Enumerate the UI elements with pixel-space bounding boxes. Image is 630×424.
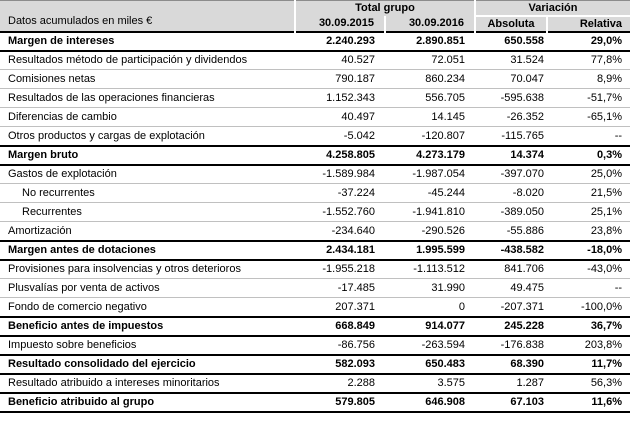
row-label: Comisiones netas bbox=[0, 70, 295, 89]
row-label: Diferencias de cambio bbox=[0, 108, 295, 127]
cell-value: 21,5% bbox=[547, 184, 630, 203]
row-label: Amortización bbox=[0, 222, 295, 241]
table-row bbox=[0, 374, 630, 393]
cell-value: 203,8% bbox=[547, 336, 630, 355]
table-row bbox=[0, 298, 630, 317]
cell-value: 0,3% bbox=[547, 146, 630, 165]
cell-value: 650.483 bbox=[385, 355, 475, 374]
row-label: Gastos de explotación bbox=[0, 165, 295, 184]
cell-value: -1.589.984 bbox=[295, 165, 385, 184]
row-label: Provisiones para insolvencias y otros deterioros bbox=[0, 260, 295, 279]
cell-value: 841.706 bbox=[475, 260, 547, 279]
cell-value: 23,8% bbox=[547, 222, 630, 241]
cell-value: -86.756 bbox=[295, 336, 385, 355]
cell-value: 860.234 bbox=[385, 70, 475, 89]
cell-value: 650.558 bbox=[475, 32, 547, 51]
cell-value: -51,7% bbox=[547, 89, 630, 108]
cell-value: -65,1% bbox=[547, 108, 630, 127]
table-row bbox=[0, 317, 630, 336]
row-label: Resultados de las operaciones financieras bbox=[0, 89, 295, 108]
table-row bbox=[0, 127, 630, 146]
cell-value: -176.838 bbox=[475, 336, 547, 355]
cell-value: -389.050 bbox=[475, 203, 547, 222]
cell-value: 72.051 bbox=[385, 51, 475, 70]
cell-value: 556.705 bbox=[385, 89, 475, 108]
table-row bbox=[0, 51, 630, 70]
table-row bbox=[0, 89, 630, 108]
cell-value: 4.258.805 bbox=[295, 146, 385, 165]
cell-value: -26.352 bbox=[475, 108, 547, 127]
cell-value: -1.113.512 bbox=[385, 260, 475, 279]
cell-value: -290.526 bbox=[385, 222, 475, 241]
cell-value: 31.990 bbox=[385, 279, 475, 298]
cell-value: 40.527 bbox=[295, 51, 385, 70]
cell-value: -55.886 bbox=[475, 222, 547, 241]
cell-value: -1.941.810 bbox=[385, 203, 475, 222]
cell-value: 70.047 bbox=[475, 70, 547, 89]
cell-value: 1.995.599 bbox=[385, 241, 475, 260]
table-row bbox=[0, 260, 630, 279]
cell-value: 11,6% bbox=[547, 393, 630, 412]
table-row bbox=[0, 146, 630, 165]
cell-value: -45.244 bbox=[385, 184, 475, 203]
cell-value: 790.187 bbox=[295, 70, 385, 89]
cell-value: 1.152.343 bbox=[295, 89, 385, 108]
cell-value: -43,0% bbox=[547, 260, 630, 279]
header-group-row bbox=[0, 1, 630, 16]
cell-value: 14.374 bbox=[475, 146, 547, 165]
table-row bbox=[0, 241, 630, 260]
cell-value: -1.552.760 bbox=[295, 203, 385, 222]
column-header-relativa: Relativa bbox=[547, 16, 630, 32]
column-group-variacion: Variación bbox=[475, 1, 630, 16]
cell-value: 2.288 bbox=[295, 374, 385, 393]
cell-value: 49.475 bbox=[475, 279, 547, 298]
cell-value: 646.908 bbox=[385, 393, 475, 412]
column-header-absoluta: Absoluta bbox=[475, 16, 547, 32]
cell-value: 1.287 bbox=[475, 374, 547, 393]
row-label: Resultados método de participación y dividendos bbox=[0, 51, 295, 70]
row-label: Fondo de comercio negativo bbox=[0, 298, 295, 317]
cell-value: -- bbox=[547, 279, 630, 298]
cell-value: 579.805 bbox=[295, 393, 385, 412]
cell-value: -17.485 bbox=[295, 279, 385, 298]
cell-value: -120.807 bbox=[385, 127, 475, 146]
cell-value: -1.955.218 bbox=[295, 260, 385, 279]
cell-value: -207.371 bbox=[475, 298, 547, 317]
cell-value: 25,0% bbox=[547, 165, 630, 184]
cell-value: -5.042 bbox=[295, 127, 385, 146]
cell-value: 11,7% bbox=[547, 355, 630, 374]
row-label: Resultado atribuido a intereses minoritarios bbox=[0, 374, 295, 393]
cell-value: -595.638 bbox=[475, 89, 547, 108]
row-label: Margen de intereses bbox=[0, 32, 295, 51]
row-label: Impuesto sobre beneficios bbox=[0, 336, 295, 355]
table-row bbox=[0, 222, 630, 241]
cell-value: 0 bbox=[385, 298, 475, 317]
cell-value: 68.390 bbox=[475, 355, 547, 374]
table-row bbox=[0, 336, 630, 355]
cell-value: -263.594 bbox=[385, 336, 475, 355]
table-row bbox=[0, 393, 630, 412]
unit-label: Datos acumulados en miles € bbox=[0, 1, 295, 32]
table-row bbox=[0, 32, 630, 51]
row-label: Otros productos y cargas de explotación bbox=[0, 127, 295, 146]
cell-value: 245.228 bbox=[475, 317, 547, 336]
cell-value: 36,7% bbox=[547, 317, 630, 336]
table-row bbox=[0, 70, 630, 89]
cell-value: 31.524 bbox=[475, 51, 547, 70]
cell-value: -8.020 bbox=[475, 184, 547, 203]
table-row bbox=[0, 184, 630, 203]
table-row bbox=[0, 355, 630, 374]
cell-value: 207.371 bbox=[295, 298, 385, 317]
cell-value: 582.093 bbox=[295, 355, 385, 374]
cell-value: -18,0% bbox=[547, 241, 630, 260]
row-label: Resultado consolidado del ejercicio bbox=[0, 355, 295, 374]
row-label: Margen bruto bbox=[0, 146, 295, 165]
row-label: No recurrentes bbox=[0, 184, 295, 203]
cell-value: -1.987.054 bbox=[385, 165, 475, 184]
row-label: Recurrentes bbox=[0, 203, 295, 222]
cell-value: 29,0% bbox=[547, 32, 630, 51]
cell-value: 77,8% bbox=[547, 51, 630, 70]
cell-value: -- bbox=[547, 127, 630, 146]
row-label: Plusvalías por venta de activos bbox=[0, 279, 295, 298]
cell-value: -438.582 bbox=[475, 241, 547, 260]
cell-value: 25,1% bbox=[547, 203, 630, 222]
cell-value: 2.240.293 bbox=[295, 32, 385, 51]
cell-value: 14.145 bbox=[385, 108, 475, 127]
cell-value: 67.103 bbox=[475, 393, 547, 412]
column-header-30-09-2015: 30.09.2015 bbox=[295, 16, 385, 32]
cell-value: 8,9% bbox=[547, 70, 630, 89]
row-label: Beneficio atribuido al grupo bbox=[0, 393, 295, 412]
cell-value: -397.070 bbox=[475, 165, 547, 184]
table-row bbox=[0, 203, 630, 222]
cell-value: 56,3% bbox=[547, 374, 630, 393]
column-group-total-grupo: Total grupo bbox=[295, 1, 475, 16]
table-header bbox=[0, 1, 630, 32]
cell-value: -234.640 bbox=[295, 222, 385, 241]
cell-value: -115.765 bbox=[475, 127, 547, 146]
cell-value: 3.575 bbox=[385, 374, 475, 393]
table-row bbox=[0, 108, 630, 127]
cell-value: 4.273.179 bbox=[385, 146, 475, 165]
table-row bbox=[0, 279, 630, 298]
table-row bbox=[0, 165, 630, 184]
cell-value: -37.224 bbox=[295, 184, 385, 203]
cell-value: 2.890.851 bbox=[385, 32, 475, 51]
row-label: Beneficio antes de impuestos bbox=[0, 317, 295, 336]
cell-value: -100,0% bbox=[547, 298, 630, 317]
column-header-30-09-2016: 30.09.2016 bbox=[385, 16, 475, 32]
cell-value: 2.434.181 bbox=[295, 241, 385, 260]
cell-value: 668.849 bbox=[295, 317, 385, 336]
cell-value: 914.077 bbox=[385, 317, 475, 336]
cell-value: 40.497 bbox=[295, 108, 385, 127]
row-label: Margen antes de dotaciones bbox=[0, 241, 295, 260]
table-body bbox=[0, 32, 630, 412]
